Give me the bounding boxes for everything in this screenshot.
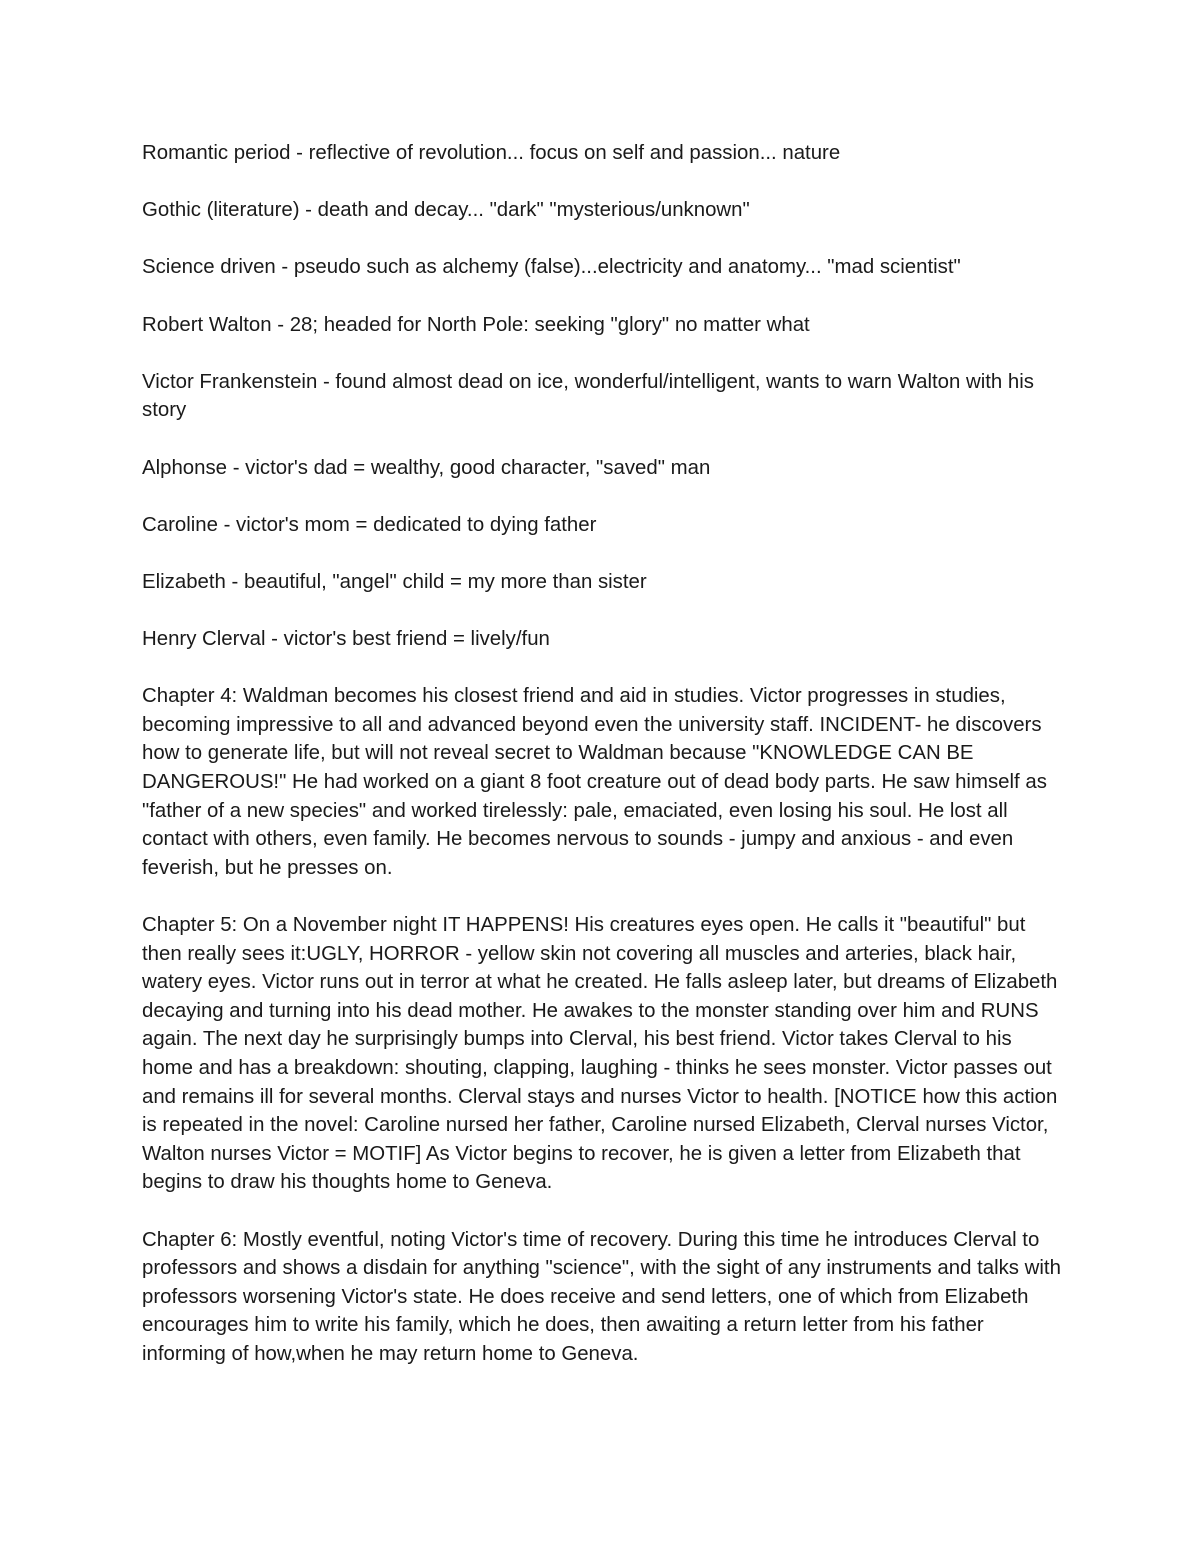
note-elizabeth: Elizabeth - beautiful, "angel" child = my more than sister: [142, 570, 647, 593]
note-romantic-period: Romantic period - reflective of revolution... focus on self and passion... nature: [142, 142, 841, 164]
document-page: [142, 139, 1062, 1397]
chapter-5-summary: Chapter 5: On a November night IT HAPPENS! His creatures eyes open. He calls it "beautiful" but then really sees it:UGLY, HORROR - yellow skin not covering all muscles and arteries, black hair, watery eyes. Victor runs out in terror at what he created. He falls asleep later, but dreams of Elizabeth decaying and turning into his dead mother. He awakes to the monster standing over him and RUNS again. The next day he surprisingly bumps into Clerval, his best friend. Victor takes Clerval to his home and has a breakdown: shouting, clapping, laughing - thinks he sees monster. Victor passes out and remains ill for several months. Clerval stays and nurses Victor to health. [NOTICE how this action is repeated in the novel: Caroline nursed her father, Caroline nursed Elizabeth, Clerval nurses Victor, Walton nurses Victor = MOTIF] As Victor begins to recover, he is given a letter from Elizabeth that begins to draw his thoughts home to Geneva.: [142, 914, 1058, 1194]
chapter-6-summary: Chapter 6: Mostly eventful, noting Victor's time of recovery. During this time he introduces Clerval to professors and shows a disdain for anything "science", with the sight of any instruments and talks with professors worsening Victor's state. He does receive and send letters, one of which from Elizabeth encourages him to write his family, which he does, then awaiting a return letter from his father informing of how,when he may return home to Geneva.: [142, 1228, 1061, 1365]
chapter-4-summary: Chapter 4: Waldman becomes his closest friend and aid in studies. Victor progresses in studies, becoming impressive to all and advanced beyond even the university staff. INCIDENT- he discovers how to generate life, but will not reveal secret to Waldman because "KNOWLEDGE CAN BE DANGEROUS!" He had worked on a giant 8 foot creature out of dead body parts. He saw himself as "father of a new species" and worked tirelessly: pale, emaciated, even losing his soul. He lost all contact with others, even family. He becomes nervous to sounds - jumpy and anxious - and even feverish, but he presses on.: [142, 685, 1047, 879]
note-henry-clerval: Henry Clerval - victor's best friend = lively/fun: [142, 628, 550, 651]
note-gothic: Gothic (literature) - death and decay... "dark" "mysterious/unknown": [142, 199, 750, 222]
note-caroline: Caroline - victor's mom = dedicated to dying father: [142, 513, 597, 536]
note-robert-walton: Robert Walton - 28; headed for North Pole: seeking "glory" no matter what: [142, 313, 810, 336]
note-victor-frankenstein: Victor Frankenstein - found almost dead on ice, wonderful/intelligent, wants to warn Walton with his story: [142, 370, 1034, 422]
note-alphonse: Alphonse - victor's dad = wealthy, good character, "saved" man: [142, 456, 711, 479]
note-science-driven: Science driven - pseudo such as alchemy (false)...electricity and anatomy... "mad scientist": [142, 256, 961, 279]
